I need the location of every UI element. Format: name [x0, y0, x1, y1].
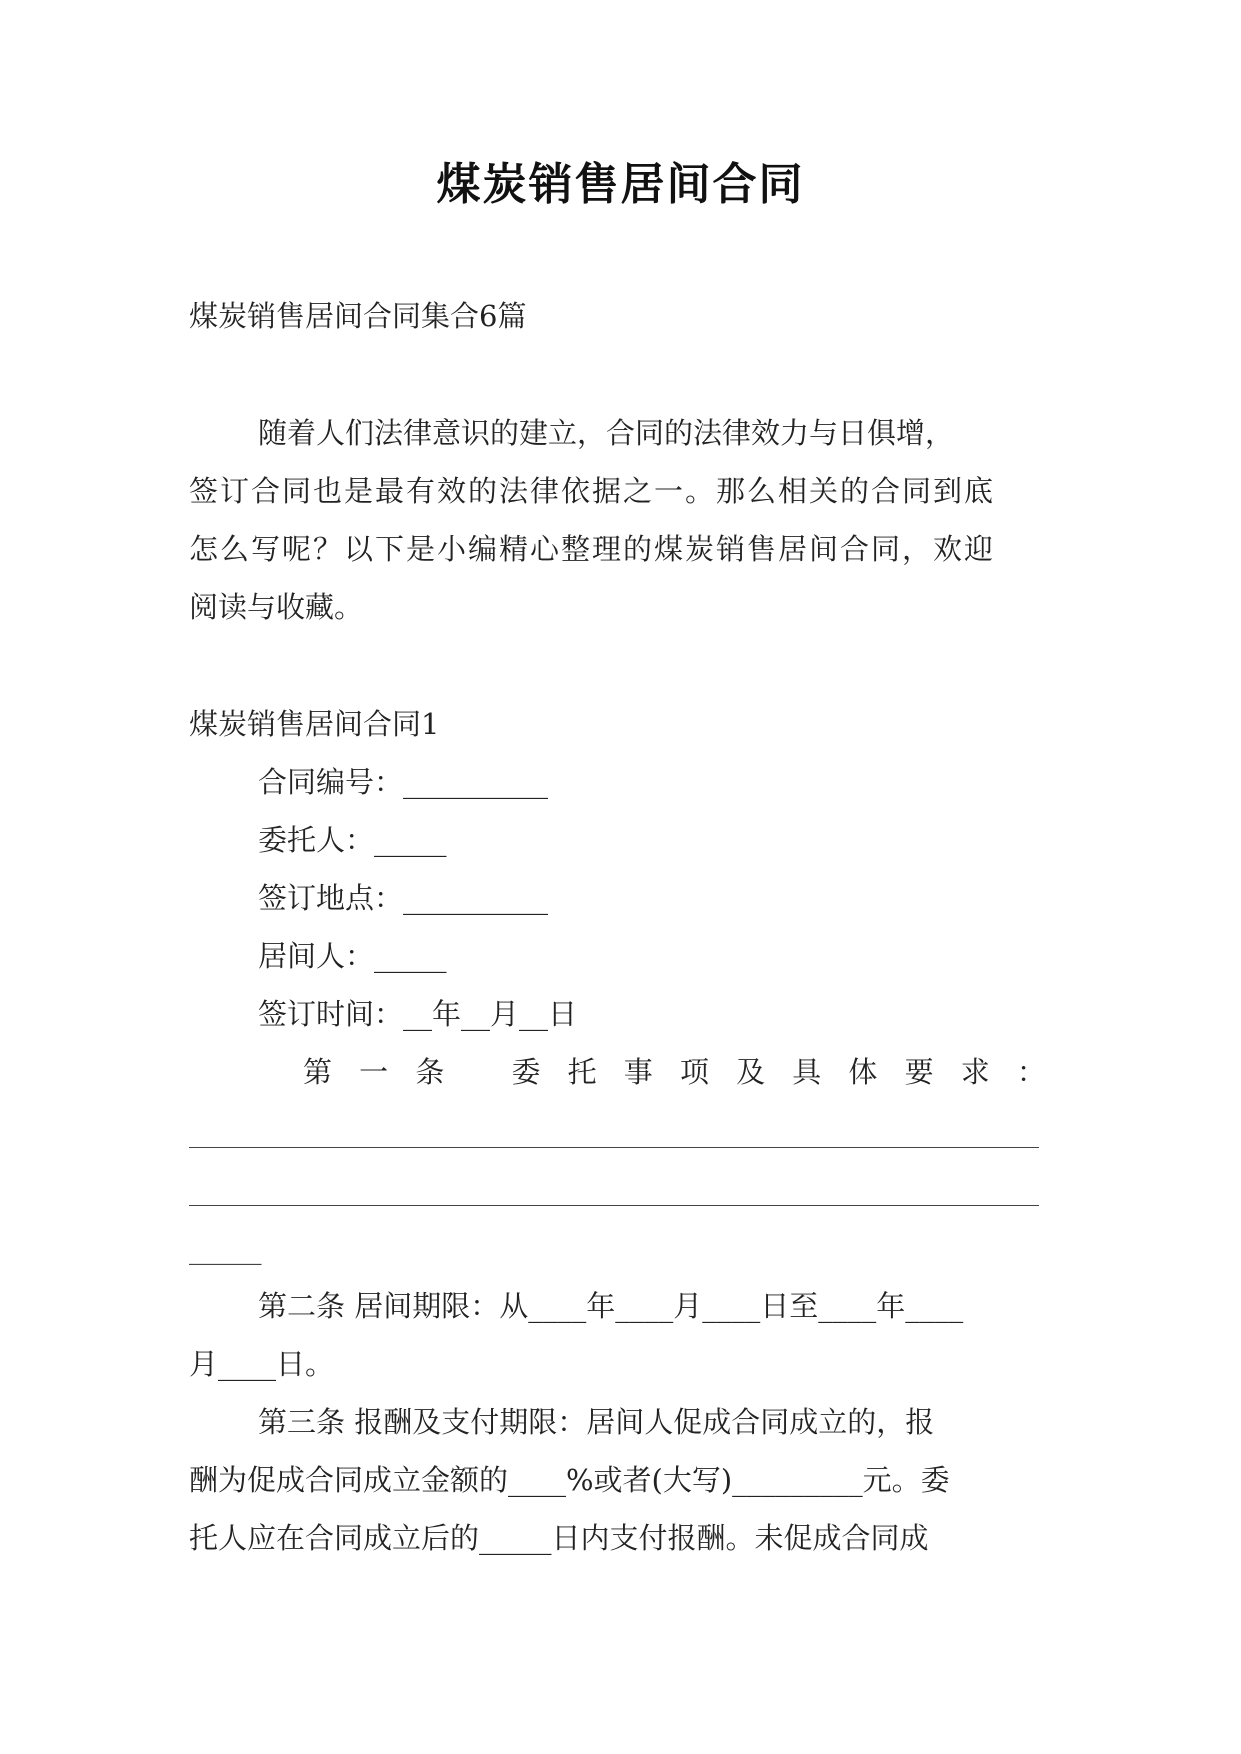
article1-heading [303, 1052, 1046, 1092]
document-title: 煤炭销售居间合同 [436, 159, 805, 210]
article3-line-3: 托人应在合同成立后的_____日内支付报酬。未促成合同成 [189, 1521, 929, 1555]
article1-char: 条 [415, 1055, 445, 1089]
article3-line-2: 酬为促成合同成立金额的____%或者(大写)_________元。委 [189, 1463, 950, 1497]
intro-line-2: 签订合同也是最有效的法律依据之一。那么相关的合同到底 [189, 474, 996, 508]
blank-rule-3: _____ [189, 1231, 262, 1265]
blank-rule-2 [189, 1205, 1039, 1206]
article1-char: ： [1016, 1055, 1046, 1089]
article2-line-1: 第二条 居间期限：从____年____月____日至____年____ [258, 1289, 964, 1323]
article1-char: 托 [567, 1055, 597, 1089]
document-subtitle: 煤炭销售居间合同集合6篇 [189, 299, 527, 333]
article3-line-1: 第三条 报酬及支付期限：居间人促成合同成立的，报 [258, 1405, 935, 1439]
article1-char: 具 [792, 1055, 822, 1089]
article1-char: 体 [848, 1055, 878, 1089]
blank-rule-1 [189, 1147, 1039, 1148]
intro-line-3: 怎么写呢？以下是小编精心整理的煤炭销售居间合同，欢迎 [189, 532, 996, 566]
field-contract-number: 合同编号：__________ [258, 765, 549, 799]
article1-char: 要 [904, 1055, 934, 1089]
intro-line-4: 阅读与收藏。 [189, 590, 364, 624]
field-signing-place: 签订地点：__________ [258, 881, 549, 915]
article1-char: 事 [623, 1055, 653, 1089]
article1-char: 项 [679, 1055, 709, 1089]
article2-line-2: 月____日。 [189, 1347, 335, 1381]
article1-char: 委 [511, 1055, 541, 1089]
intro-line-1: 随着人们法律意识的建立，合同的法律效力与日俱增， [258, 416, 955, 450]
article1-char: 求 [960, 1055, 990, 1089]
section-heading: 煤炭销售居间合同1 [189, 707, 440, 741]
field-signing-date: 签订时间：__年__月__日 [258, 997, 578, 1031]
article1-char: 一 [359, 1055, 389, 1089]
article1-char: 及 [736, 1055, 766, 1089]
field-client: 委托人：_____ [258, 823, 447, 857]
field-intermediary: 居间人：_____ [258, 939, 447, 973]
article1-char: 第 [303, 1055, 333, 1089]
